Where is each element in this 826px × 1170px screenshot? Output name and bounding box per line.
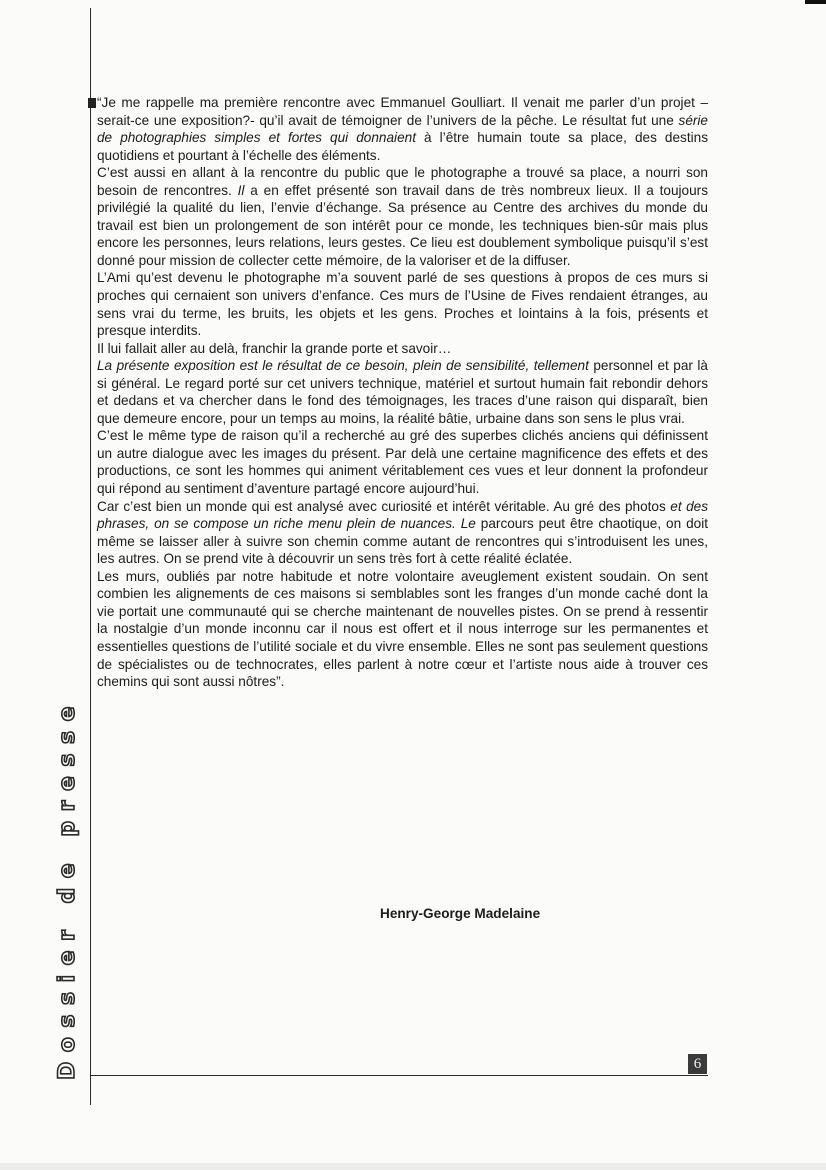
- sidebar-label: Dossier de presse: [55, 697, 80, 1080]
- text-run: C’est le même type de raison qu’il a recherché au gré des superbes clichés anciens qui définissent un autre dialogue avec les images du présent. Par delà une certaine magnificence des effets et des productions, ce sont les hommes qui animent véritablement ces vues et leur donnent la profondeur qui répond au sentiment d’aventure partagé encore aujourd’hui.: [97, 428, 708, 497]
- page-number: 6: [688, 1054, 707, 1074]
- footer-rule: [90, 1075, 708, 1076]
- paragraph: [97, 357, 708, 427]
- text-run: parcours peut être chaotique, on doit même se laisser aller à suivre son chemin comme autant de rencontres qui s’introduisent les unes, les autres. On se prend vite à découvrir un sens très fort à cette réalité éclatée.: [97, 516, 709, 567]
- bullet-square-icon: [88, 98, 96, 108]
- signature: Henry-George Madelaine: [380, 906, 541, 921]
- margin-rule-vertical: [90, 8, 91, 1105]
- italic-text: et des phrases, on se compose un riche menu plein de nuances. Le: [97, 498, 708, 532]
- paragraph: [97, 269, 708, 339]
- italic-text: La présente exposition est le résultat de ce besoin, plein de sensibilité, tellement: [97, 358, 589, 374]
- scan-edge: [0, 1163, 826, 1170]
- article-body: [97, 94, 708, 691]
- paragraph: [97, 164, 708, 269]
- paragraph: [97, 340, 708, 358]
- text-run: à l’être humain toute sa place, des destins quotidiens et pourtant à l’échelle des éléments.: [97, 130, 709, 163]
- text-run: a en effet présenté son travail dans de très nombreux lieux. Il a toujours privilégié la qualité du lien, l’envie d’échange. Sa présence au Centre des archives du monde du travail est bien un prolongement de son intérêt pour ce monde, les techniques bien-sûr mais plus encore les personnes, leurs relations, leurs gestes. Ce lieu est doublement symbolique puisqu’il s’est donné pour mission de collecter cette mémoire, de la valoriser et de la diffuser.: [97, 182, 709, 268]
- text-run: Les murs, oubliés par notre habitude et notre volontaire aveuglement existent soudain. On sent combien les alignements de ces maisons si semblables sont les franges d’un monde caché dont la vie portait une communauté qui se cherche maintenant de nouvelles pistes. On se prend à ressentir la nostalgie d’un monde inconnu car il nous est offert et il nous interroge sur les permanentes et essentielles questions de l’utilité sociale et du vivre ensemble. Elles ne sont pas seulement questions de spécialistes ou de technocrates, elles parlent à notre cœur et l’artiste nous aide à trouver ces chemins qui sont aussi nôtres”.: [97, 568, 708, 690]
- italic-text: série de photographies simples et fortes qui donnaient: [97, 112, 708, 146]
- text-run: Car c’est bien un monde qui est analysé avec curiosité et intérêt véritable. Au gré des photos: [97, 498, 671, 514]
- paragraph: [97, 568, 708, 691]
- text-run: “Je me rappelle ma première rencontre avec Emmanuel Goulliart. Il venait me parler d’un projet –serait-ce une exposition?- qu’il avait de témoigner de l’univers de la pêche. Le résultat fut une: [97, 95, 708, 128]
- italic-text: Il: [237, 182, 245, 198]
- text-run: Il lui fallait aller au delà, franchir la grande porte et savoir…: [97, 340, 452, 356]
- corner-mark: [805, 0, 826, 4]
- text-run: C’est aussi en allant à la rencontre du public que le photographe a trouvé sa place, a nourri son besoin de rencontres.: [97, 165, 708, 198]
- text-run: L’Ami qu’est devenu le photographe m’a souvent parlé de ses questions à propos de ces murs si proches qui cernaient son univers d’enfance. Ces murs de l’Usine de Fives rendaient étranges, au sens vrai du terme, les bruits, les objets et les gens. Proches et lointains à la fois, présents et presque interdits.: [97, 270, 708, 339]
- paragraph: [97, 498, 708, 568]
- text-run: personnel et par là si général. Le regard porté sur cet univers technique, matériel et surtout humain fait rebondir dehors et dedans et va chercher dans le fond des témoignages, les traces d’une raison qui disparaît, bien que demeure encore, pour un temps au moins, la réalité bâtie, urbaine dans son sens le plus vrai.: [97, 358, 708, 426]
- paragraph: [97, 427, 708, 497]
- paragraph: [97, 94, 708, 164]
